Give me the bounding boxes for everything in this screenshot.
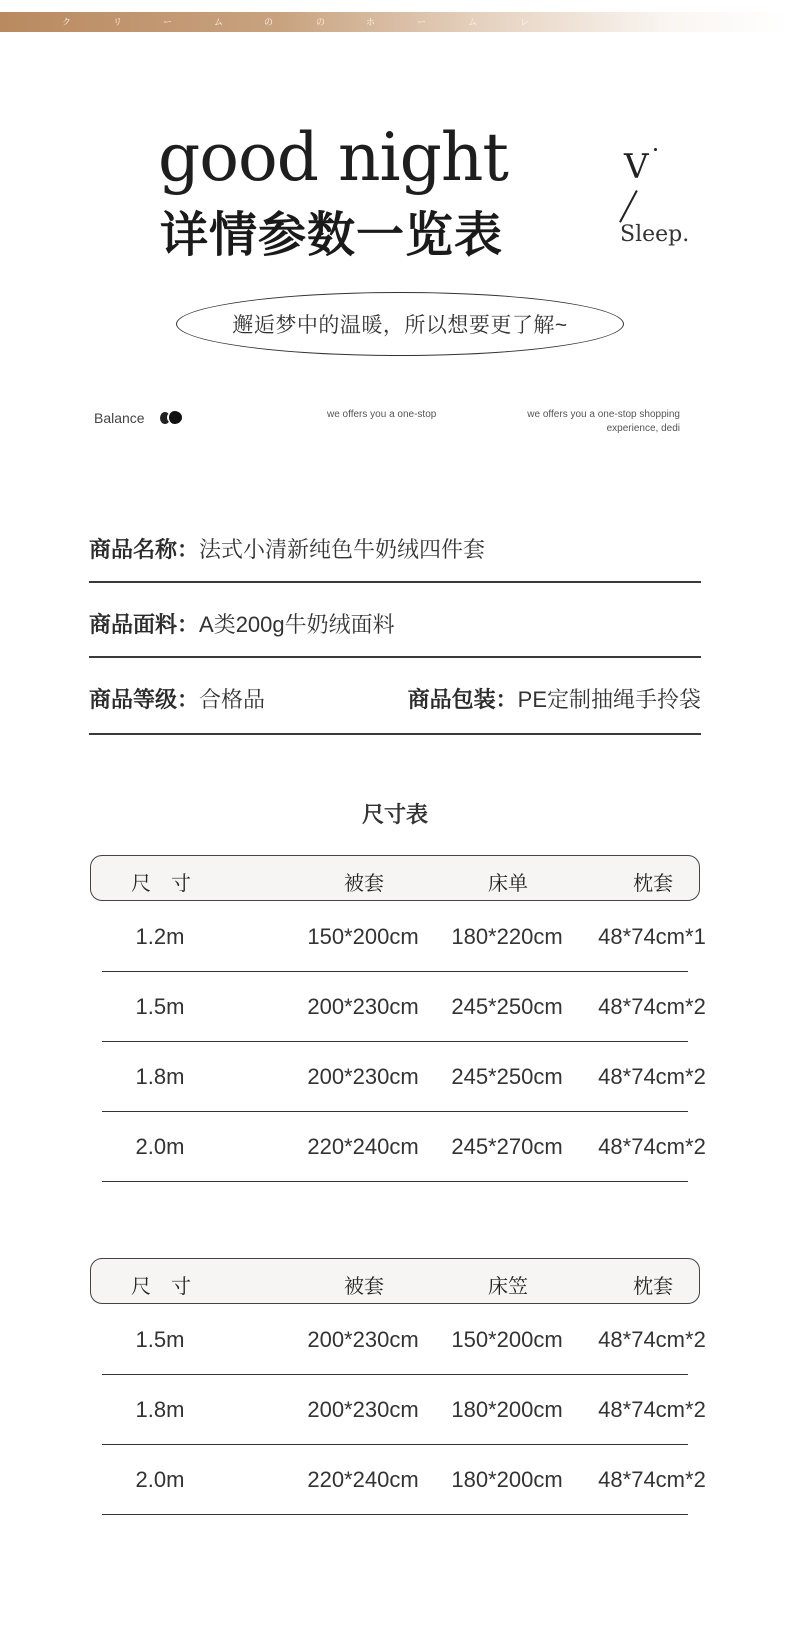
product-grade-row (89, 678, 701, 718)
table-cell: 180*200cm (451, 1397, 563, 1422)
row-divider (102, 1514, 688, 1516)
strip-glyph: ー (163, 18, 173, 28)
page-title: 详情参数一览表 (160, 209, 504, 262)
table1-header (90, 855, 700, 901)
table-row (90, 972, 706, 1042)
strip-glyph: リ (113, 18, 123, 28)
product-fabric-row (89, 603, 701, 643)
product-name-label: 商品名称： (89, 536, 200, 562)
table-cell: 220*240cm (307, 1134, 419, 1159)
table-cell: 180*220cm (451, 924, 563, 949)
product-name-row (89, 528, 701, 568)
table-header-cell: 床单 (488, 873, 528, 895)
product-package-value: PE定制抽绳手拎袋 (517, 686, 701, 712)
table-row (90, 902, 706, 972)
table-header-cell: 被套 (344, 873, 384, 895)
table-cell: 245*250cm (451, 1064, 563, 1089)
product-package (408, 683, 701, 714)
product-grade-value: 合格品 (199, 686, 266, 712)
table-row (90, 1112, 706, 1182)
table-cell: 180*200cm (451, 1467, 563, 1492)
table-cell: 245*270cm (451, 1134, 563, 1159)
table-cell: 48*74cm*2 (598, 1064, 706, 1089)
table-cell: 150*200cm (307, 924, 419, 949)
table-header-cell: 尺 寸 (131, 873, 191, 895)
table-header-cell: 枕套 (633, 873, 673, 895)
table-row (90, 1445, 706, 1515)
table-row (90, 1042, 706, 1112)
table-cell: 200*230cm (307, 1327, 419, 1352)
table-header-cell: 被套 (344, 1276, 384, 1298)
table-cell: 200*230cm (307, 1064, 419, 1089)
table-cell: 200*230cm (307, 1397, 419, 1422)
table-header-cell: 床笠 (488, 1276, 528, 1298)
table-cell: 1.5m (135, 994, 185, 1019)
product-fabric-value: A类200g牛奶绒面料 (199, 611, 395, 637)
table-cell: 1.8m (135, 1064, 185, 1089)
table-cell: 48*74cm*1 (598, 924, 706, 949)
small-caption-1: we offers you a one-stop (327, 409, 437, 420)
strip-glyph: の (316, 18, 326, 28)
small-caption-2: we offers you a one-stop shopping experience, dedi (527, 409, 680, 434)
strip-glyph: ホ (366, 18, 376, 28)
script-title: good night (158, 119, 508, 196)
table-cell: 220*240cm (307, 1467, 419, 1492)
table-cell: 1.8m (135, 1397, 185, 1422)
table-row (90, 1305, 706, 1375)
divider (89, 581, 701, 583)
table-cell: 1.5m (135, 1327, 185, 1352)
size-table-title: 尺寸表 (361, 802, 428, 827)
balance-label: Balance (94, 410, 145, 426)
table-cell: 1.2m (135, 924, 185, 949)
product-name-value: 法式小清新纯色牛奶绒四件套 (199, 536, 486, 562)
row-divider (102, 1181, 688, 1183)
table-cell: 2.0m (135, 1134, 185, 1159)
brand-dot (654, 148, 657, 151)
strip-glyph: ム (214, 18, 224, 28)
table-cell: 245*250cm (451, 994, 563, 1019)
table-cell: 48*74cm*2 (598, 1467, 706, 1492)
strip-glyph: ム (468, 18, 478, 28)
table-cell: 48*74cm*2 (598, 1397, 706, 1422)
strip-glyph: の (264, 18, 274, 28)
divider (89, 733, 701, 735)
strip-glyph: レ (520, 18, 530, 28)
table-cell: 48*74cm*2 (598, 1327, 706, 1352)
table-cell: 150*200cm (451, 1327, 563, 1352)
table-cell: 2.0m (135, 1467, 185, 1492)
brand-slash (619, 190, 637, 222)
brand-v-mark: V (624, 147, 649, 187)
tagline-oval (176, 292, 624, 356)
table2-header (90, 1258, 700, 1304)
strip-glyph: ク (62, 18, 72, 28)
strip-glyph: ー (417, 18, 427, 28)
tagline: 邂逅梦中的温暖，所以想要更了解~ (232, 314, 568, 337)
table-header-cell: 枕套 (633, 1276, 673, 1298)
table-cell: 200*230cm (307, 994, 419, 1019)
product-package-label: 商品包装： (407, 686, 518, 712)
top-decorative-strip (0, 12, 790, 32)
table-header-cell: 尺 寸 (131, 1276, 191, 1298)
divider (89, 656, 701, 658)
table-row (90, 1375, 706, 1445)
table-cell: 48*74cm*2 (598, 1134, 706, 1159)
balance-dots-icon (158, 411, 180, 425)
product-grade-label: 商品等级： (89, 686, 200, 712)
product-fabric-label: 商品面料： (89, 611, 200, 637)
table-cell: 48*74cm*2 (598, 994, 706, 1019)
brand-sleep: Sleep. (620, 222, 690, 247)
